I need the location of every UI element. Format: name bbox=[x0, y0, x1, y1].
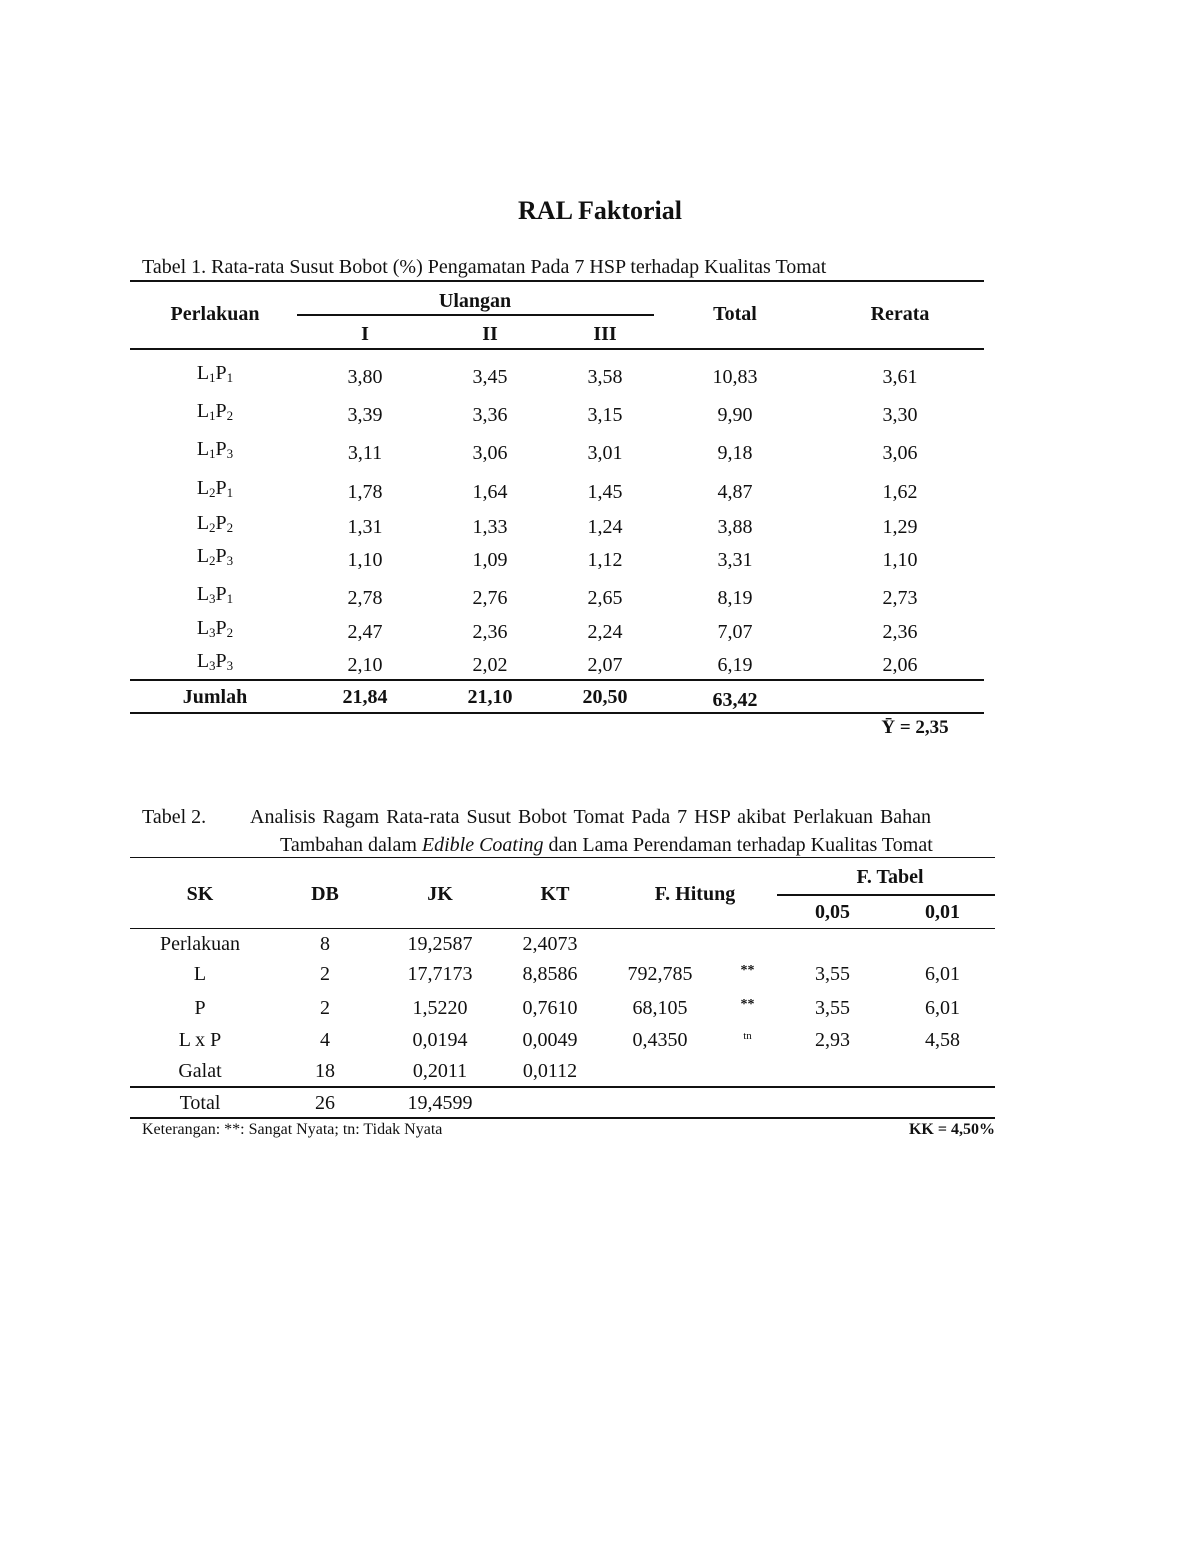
table2-top-rule bbox=[130, 857, 995, 858]
value-u2: 2,76 bbox=[472, 587, 508, 609]
kt-value: 2,4073 bbox=[522, 933, 578, 955]
table2-bottom-rule bbox=[130, 1117, 995, 1119]
treatment-label: $L_3P_3$ bbox=[196, 650, 234, 673]
table2-caption-label: Tabel 2. bbox=[142, 806, 207, 828]
value-u3: 3,58 bbox=[587, 366, 623, 388]
value-rerata: 3,30 bbox=[882, 404, 918, 426]
significance-mark: tn bbox=[743, 1030, 752, 1042]
value-rerata: 3,61 bbox=[882, 366, 918, 388]
jk-value: 1,5220 bbox=[412, 997, 468, 1019]
sk-label: Perlakuan bbox=[160, 933, 240, 955]
value-total: 6,19 bbox=[717, 654, 753, 676]
value-u1: 3,39 bbox=[347, 404, 383, 426]
significance-mark: ** bbox=[740, 997, 755, 1012]
jk-value: 17,7173 bbox=[407, 963, 473, 985]
treatment-label: $L_1P_2$ bbox=[196, 400, 234, 423]
table2-header-sk: SK bbox=[186, 883, 214, 905]
value-u1: 2,78 bbox=[347, 587, 383, 609]
value-total: 3,88 bbox=[717, 516, 753, 538]
treatment-label: $L_1P_3$ bbox=[196, 438, 234, 461]
value-u1: 3,11 bbox=[347, 442, 383, 464]
table2-header-jk: JK bbox=[427, 883, 453, 905]
kt-value: 0,7610 bbox=[522, 997, 578, 1019]
table2-total-top-rule bbox=[130, 1086, 995, 1088]
value-total: 9,90 bbox=[717, 404, 753, 426]
value-rerata: 1,29 bbox=[882, 516, 918, 538]
table2-header-ftabel: F. Tabel bbox=[856, 866, 924, 888]
jk-value: 19,2587 bbox=[407, 933, 473, 955]
kk-value: KK = 4,50% bbox=[908, 1121, 995, 1138]
value-u3: 3,01 bbox=[587, 442, 623, 464]
value-u3: 1,45 bbox=[587, 481, 623, 503]
f01-value: 4,58 bbox=[925, 1029, 960, 1051]
table1-jumlah-top-rule bbox=[130, 679, 984, 681]
value-u3: 2,65 bbox=[587, 587, 623, 609]
value-total: 3,31 bbox=[717, 549, 753, 571]
table2-header-rule bbox=[130, 928, 995, 929]
table2-header-kt: KT bbox=[540, 883, 570, 905]
table1-header-u1: I bbox=[361, 323, 369, 345]
value-rerata: 1,10 bbox=[882, 549, 918, 571]
jumlah-u2: 21,10 bbox=[467, 686, 513, 708]
table1-caption: Tabel 1. Rata-rata Susut Bobot (%) Pengamatan Pada 7 HSP terhadap Kualitas Tomat bbox=[142, 256, 827, 278]
sk-label: P bbox=[194, 997, 206, 1019]
value-u2: 1,64 bbox=[472, 481, 508, 503]
value-rerata: 2,06 bbox=[882, 654, 918, 676]
value-u2: 3,45 bbox=[472, 366, 508, 388]
fhitung-value: 68,105 bbox=[632, 997, 688, 1019]
jumlah-label: Jumlah bbox=[182, 686, 248, 708]
treatment-label: $L_1P_1$ bbox=[196, 362, 234, 385]
value-total: 7,07 bbox=[717, 621, 753, 643]
jumlah-total: 63,42 bbox=[712, 689, 758, 711]
table2-caption-line1: Analisis Ragam Rata-rata Susut Bobot Tomat Pada 7 HSP akibat Perlakuan Bahan bbox=[250, 806, 932, 828]
value-total: 4,87 bbox=[717, 481, 753, 503]
table2-header-fhitung: F. Hitung bbox=[654, 883, 736, 905]
sk-label: Galat bbox=[178, 1060, 222, 1082]
treatment-label: $L_2P_2$ bbox=[196, 512, 234, 535]
total-jk: 19,4599 bbox=[407, 1092, 473, 1114]
treatment-label: $L_3P_1$ bbox=[196, 583, 234, 606]
db-value: 8 bbox=[320, 933, 330, 955]
value-u2: 1,33 bbox=[472, 516, 508, 538]
table1-ulangan-rule bbox=[297, 314, 654, 316]
table1-header-rule bbox=[130, 348, 984, 350]
db-value: 2 bbox=[320, 963, 330, 985]
grand-mean: Ȳ = 2,35 bbox=[881, 717, 949, 738]
table1-header-u3: III bbox=[593, 323, 617, 345]
fhitung-value: 792,785 bbox=[627, 963, 693, 985]
treatment-label: $L_2P_1$ bbox=[196, 477, 234, 500]
value-rerata: 1,62 bbox=[882, 481, 918, 503]
jumlah-u1: 21,84 bbox=[342, 686, 388, 708]
value-total: 10,83 bbox=[712, 366, 758, 388]
table1-header-u2: II bbox=[482, 323, 498, 345]
value-u1: 1,78 bbox=[347, 481, 383, 503]
f01-value: 6,01 bbox=[925, 963, 960, 985]
jumlah-u3: 20,50 bbox=[582, 686, 628, 708]
value-u1: 3,80 bbox=[347, 366, 383, 388]
table2-note: Keterangan: **: Sangat Nyata; tn: Tidak Nyata bbox=[142, 1121, 443, 1138]
value-u1: 1,31 bbox=[347, 516, 383, 538]
total-label: Total bbox=[179, 1092, 221, 1114]
value-u3: 2,07 bbox=[587, 654, 623, 676]
value-rerata: 2,36 bbox=[882, 621, 918, 643]
table1-top-rule bbox=[130, 280, 984, 282]
table2-ftabel-rule bbox=[777, 894, 995, 896]
value-u2: 2,02 bbox=[472, 654, 508, 676]
value-u3: 2,24 bbox=[587, 621, 623, 643]
value-total: 9,18 bbox=[717, 442, 753, 464]
f05-value: 2,93 bbox=[815, 1029, 850, 1051]
table1-header-total: Total bbox=[713, 303, 757, 325]
value-u3: 1,12 bbox=[587, 549, 623, 571]
table1-header-ulangan: Ulangan bbox=[438, 290, 512, 312]
value-u2: 1,09 bbox=[472, 549, 508, 571]
total-db: 26 bbox=[315, 1092, 335, 1114]
value-u1: 2,47 bbox=[347, 621, 383, 643]
page-title: RAL Faktorial bbox=[518, 196, 682, 225]
treatment-label: $L_3P_2$ bbox=[196, 617, 234, 640]
value-rerata: 3,06 bbox=[882, 442, 918, 464]
jk-value: 0,0194 bbox=[412, 1029, 468, 1051]
table1-bottom-rule bbox=[130, 712, 984, 714]
table2-header-db: DB bbox=[311, 883, 339, 905]
value-u2: 2,36 bbox=[472, 621, 508, 643]
table2-caption-line2: Tambahan dalam Edible Coating dan Lama Perendaman terhadap Kualitas Tomat bbox=[280, 834, 933, 856]
value-u3: 3,15 bbox=[587, 404, 623, 426]
value-u1: 2,10 bbox=[347, 654, 383, 676]
table2-header-f05: 0,05 bbox=[815, 901, 850, 923]
fhitung-value: 0,4350 bbox=[632, 1029, 688, 1051]
f05-value: 3,55 bbox=[815, 997, 850, 1019]
table2-header-f01: 0,01 bbox=[925, 901, 960, 923]
kt-value: 0,0049 bbox=[522, 1029, 578, 1051]
value-u3: 1,24 bbox=[587, 516, 623, 538]
significance-mark: ** bbox=[740, 963, 755, 978]
f01-value: 6,01 bbox=[925, 997, 960, 1019]
db-value: 18 bbox=[315, 1060, 335, 1082]
f05-value: 3,55 bbox=[815, 963, 850, 985]
db-value: 2 bbox=[320, 997, 330, 1019]
value-rerata: 2,73 bbox=[882, 587, 918, 609]
table1-header-rerata: Rerata bbox=[870, 303, 930, 325]
value-u2: 3,06 bbox=[472, 442, 508, 464]
treatment-label: $L_2P_3$ bbox=[196, 545, 234, 568]
value-u2: 3,36 bbox=[472, 404, 508, 426]
db-value: 4 bbox=[320, 1029, 330, 1051]
kt-value: 0,0112 bbox=[522, 1060, 578, 1082]
table1-header-perlakuan: Perlakuan bbox=[170, 303, 260, 325]
value-total: 8,19 bbox=[717, 587, 753, 609]
kt-value: 8,8586 bbox=[522, 963, 578, 985]
sk-label: L x P bbox=[178, 1029, 222, 1051]
sk-label: L bbox=[193, 963, 207, 985]
value-u1: 1,10 bbox=[347, 549, 383, 571]
jk-value: 0,2011 bbox=[412, 1060, 468, 1082]
